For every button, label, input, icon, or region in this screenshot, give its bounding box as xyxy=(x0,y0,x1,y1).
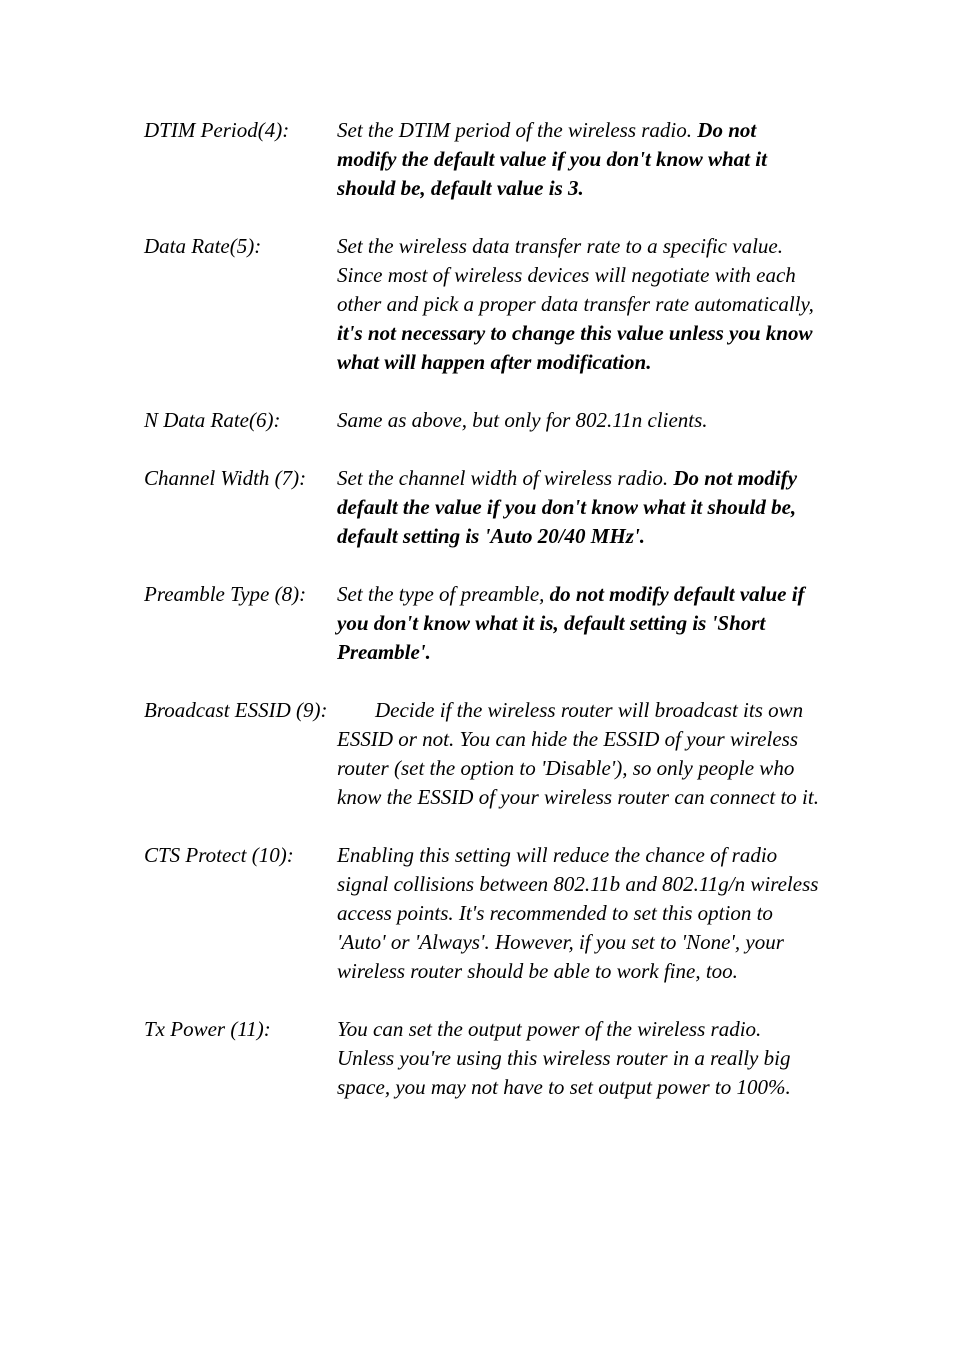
description-text: You can set the output power of the wireless radio. Unless you're using this wireless router in a really big space, you may not have to set output power to 100%. xyxy=(337,1017,791,1099)
entry-channel-width xyxy=(0,464,954,551)
entry-description xyxy=(337,116,819,203)
entry-description xyxy=(337,464,819,551)
entry-description xyxy=(337,1015,819,1102)
description-text: Set the wireless data transfer rate to a specific value. Since most of wireless devices will negotiate with each other and pick a proper data transfer rate automatically, xyxy=(337,234,814,316)
entry-cts-protect xyxy=(0,841,954,986)
entry-data-rate xyxy=(0,232,954,377)
description-warning: Do not modify the default value if you don't know what it should be, default value is 3. xyxy=(337,118,767,200)
entry-n-data-rate xyxy=(0,406,954,435)
entry-description xyxy=(337,580,819,667)
entry-description xyxy=(337,406,819,435)
entry-tx-power xyxy=(0,1015,954,1102)
entry-dtim-period xyxy=(0,116,954,203)
description-text: Set the type of preamble, xyxy=(337,582,550,606)
entry-term: N Data Rate(6): xyxy=(144,408,281,432)
entry-term: Data Rate(5): xyxy=(144,234,262,258)
entry-term: Channel Width (7): xyxy=(144,466,307,490)
entry-description xyxy=(337,696,819,812)
entry-broadcast-essid xyxy=(0,696,954,812)
entry-description xyxy=(337,232,819,377)
entry-preamble-type xyxy=(0,580,954,667)
description-warning: do not modify default value if you don't know what it is, default setting is 'Short Preamble'. xyxy=(337,582,805,664)
description-text: Enabling this setting will reduce the chance of radio signal collisions between 802.11b and 802.11g/n wireless access points. It's recommended to set this option to 'Auto' or 'Always'. However, if you set to 'None', your wireless router should be able to work fine, too. xyxy=(337,843,819,983)
description-text: Decide if the wireless router will broadcast its own ESSID or not. You can hide the ESSID of your wireless router (set the option to 'Disable'), so only people who know the ESSID of your wireless router can connect to it. xyxy=(337,698,819,809)
entry-term: Preamble Type (8): xyxy=(144,582,307,606)
description-warning: Do not modify default the value if you don't know what it should be, default setting is 'Auto 20/40 MHz'. xyxy=(337,466,798,548)
entry-term: CTS Protect (10): xyxy=(144,843,294,867)
description-text: Same as above, but only for 802.11n clients. xyxy=(337,408,708,432)
description-warning: it's not necessary to change this value unless you know what will happen after modification. xyxy=(337,321,813,374)
entry-term: DTIM Period(4): xyxy=(144,118,290,142)
entry-term: Tx Power (11): xyxy=(144,1017,271,1041)
entry-term: Broadcast ESSID (9): xyxy=(144,698,328,722)
entry-description xyxy=(337,841,819,986)
description-text: Set the channel width of wireless radio. xyxy=(337,466,674,490)
description-text: Set the DTIM period of the wireless radio. xyxy=(337,118,698,142)
document-body xyxy=(0,116,954,1131)
